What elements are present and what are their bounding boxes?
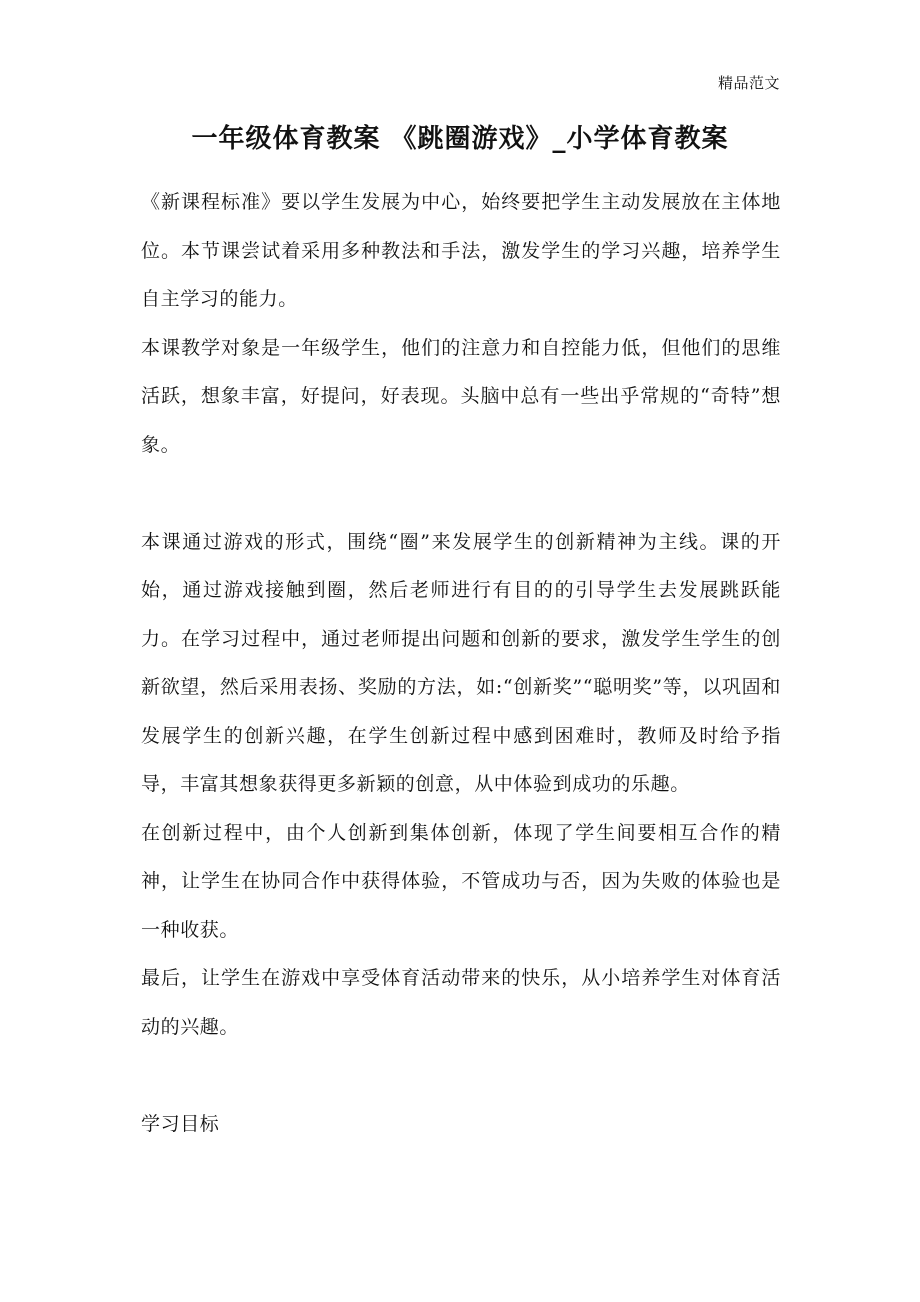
- document-body: [141, 178, 781, 1148]
- paragraph-cooperation: 在创新过程中，由个人创新到集体创新，体现了学生间要相互合作的精神，让学生在协同合作中获得体验，不管成功与否，因为失败的体验也是一种收获。: [141, 821, 781, 941]
- blank-line: [141, 469, 781, 518]
- paragraph-conclusion: 最后，让学生在游戏中享受体育活动带来的快乐，从小培养学生对体育活动的兴趣。: [141, 967, 781, 1038]
- document-title: 一年级体育教案 《跳圈游戏》_小学体育教案: [191, 124, 729, 154]
- blank-line: [141, 1051, 781, 1100]
- paragraph-design: 本课通过游戏的形式，围绕“圈”来发展学生的创新精神为主线。课的开始，通过游戏接触到圈，然后老师进行有目的的引导学生去发展跳跃能力。在学习过程中，通过老师提出问题和创新的要求，激发学生学生的创新欲望，然后采用表扬、奖励的方法，如:“创新奖”“聪明奖”等，以巩固和发展学生的创新兴趣，在学生创新过程中感到困难时，教师及时给予指导，丰富其想象获得更多新颖的创意，从中体验到成功的乐趣。: [141, 530, 781, 795]
- paragraph-students: 本课教学对象是一年级学生，他们的注意力和自控能力低，但他们的思维活跃，想象丰富，好提问，好表现。头脑中总有一些出乎常规的“奇特”想象。: [141, 336, 781, 456]
- header-tag: 精品范文: [717, 74, 780, 92]
- section-heading: 学习目标: [141, 1112, 220, 1135]
- paragraph-intro: 《新课程标准》要以学生发展为中心，始终要把学生主动发展放在主体地位。本节课尝试着采用多种教法和手法，激发学生的学习兴趣，培养学生自主学习的能力。: [141, 191, 781, 310]
